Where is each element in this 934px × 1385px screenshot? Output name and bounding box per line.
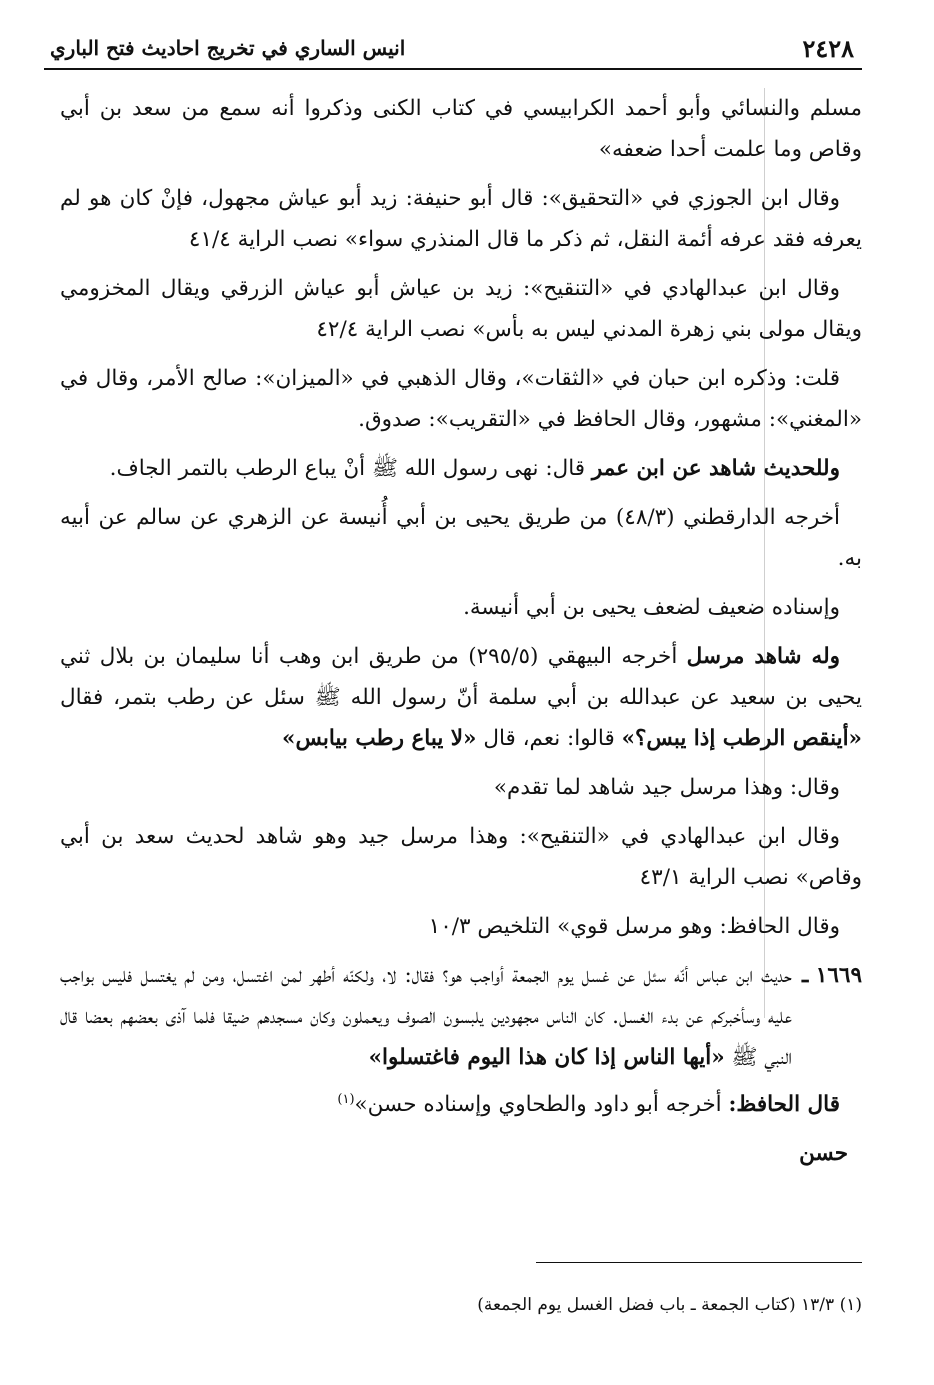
paragraph: وقال ابن الجوزي في «التحقيق»: قال أبو حنيفة: زيد أبو عياش مجهول، فإنْ كان هو لم يعرفه فقد عرفه أئمة النقل، ثم ذكر ما قال المنذري سواء» نصب الراية ٤١/٤ — [60, 186, 862, 252]
hafiz-label: قال الحافظ: — [728, 1092, 840, 1117]
hadith-grade: حسن — [799, 1141, 848, 1166]
hadith-quote: «أينقص الرطب إذا يبس؟» — [621, 726, 862, 751]
hadith-entry — [60, 955, 862, 1078]
paragraph: وقال الحافظ: وهو مرسل قوي» التلخيص ١٠/٣ — [428, 914, 840, 939]
paragraph: وقال ابن عبدالهادي في «التنقيح»: زيد بن عياش أبو عياش الزرقي ويقال المخزومي ويقال مولى بني زهرة المدني ليس به بأس» نصب الراية ٤٢/٤ — [60, 276, 862, 342]
hadith-quote: «أيها الناس إذا كان هذا اليوم فاغتسلوا» — [368, 1045, 725, 1070]
takhrij-paragraph: أخرجه الدارقطني (٤٨/٣) من طريق يحيى بن أبي أُنيسة عن الزهري عن سالم عن أبيه به. — [60, 505, 862, 571]
isnad-paragraph: وإسناده ضعيف لضعف يحيى بن أبي أنيسة. — [463, 595, 840, 620]
footnote: (١) ١٣/٣ (كتاب الجمعة ـ باب فضل الغسل يوم الجمعة) — [477, 1295, 862, 1315]
main-text — [60, 88, 862, 1182]
footnote-rule — [536, 1262, 862, 1263]
page-header — [44, 28, 862, 70]
mursal-text: أخرجه البيهقي (٢٩٥/٥) من طريق ابن وهب أنا سليمان بن بلال ثني يحيى بن سعيد عن عبدالله بن أبي سلمة أنّ رسول الله ﷺ سئل عن رطب بتمر، فقال — [60, 644, 862, 710]
mursal-heading: وله شاهد مرسل — [686, 644, 840, 669]
hadith-text — [60, 955, 792, 1078]
footnote-ref: (١) — [337, 1091, 355, 1107]
shahid-heading: وللحديث شاهد عن ابن عمر — [591, 456, 840, 481]
hafiz-text: أخرجه أبو داود والطحاوي وإسناده حسن» — [354, 1092, 729, 1117]
paragraph: وقال ابن عبدالهادي في «التنقيح»: وهذا مرسل جيد وهو شاهد لحديث سعد بن أبي وقاص» نصب الراية ٤٣/١ — [60, 824, 862, 890]
hadith-number: ١٦٦٩ ـ — [802, 963, 862, 988]
hadith-body: حديث ابن عباس أنّه سئل عن غسل يوم الجمعة أواجب هو؟ فقال: لا، ولكنّه أطهر لمن اغتسل، ومن لم يغتسل فليس بواجب عليه وسأخبركم عن بدء الغسل. كان الناس مجهودين يلبسون الصوف ويعملون وكان مسجدهم ضيقا فلما آذى بعضهم بعضا قال النبي ﷺ — [60, 963, 792, 1070]
paragraph: قلت: وذكره ابن حبان في «الثقات»، وقال الذهبي في «الميزان»: صالح الأمر، وقال في «المغني»: مشهور، وقال الحافظ في «التقريب»: صدوق. — [60, 366, 862, 432]
mursal-text: قالوا: نعم، قال — [476, 726, 622, 751]
shahid-paragraph — [60, 448, 862, 489]
hafiz-paragraph — [60, 1084, 862, 1125]
running-title: انيس الساري في تخريج احاديث فتح الباري — [50, 36, 406, 60]
page-number: ٢٤٢٨ — [802, 34, 854, 63]
hadith-quote: «لا يباع رطب بيابس» — [282, 726, 477, 751]
shahid-text: قال: نهى رسول الله ﷺ أنْ يباع الرطب بالتمر الجاف. — [109, 456, 592, 481]
mursal-paragraph — [60, 636, 862, 759]
paragraph: وقال: وهذا مرسل جيد شاهد لما تقدم» — [493, 775, 840, 800]
paragraph: مسلم والنسائي وأبو أحمد الكرابيسي في كتاب الكنى وذكروا أنه سمع من سعد بن أبي وقاص وما علمت أحدا ضعفه» — [60, 96, 862, 162]
